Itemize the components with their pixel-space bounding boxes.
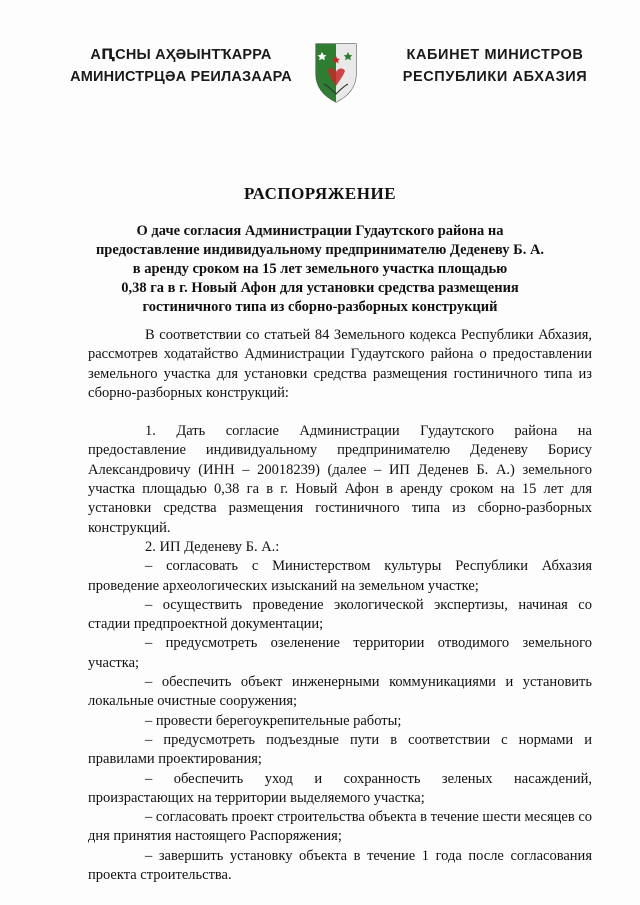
list-item: – обеспечить уход и сохранность зеленых насаждений, произрастающих на территории выделяемого участка;: [88, 770, 592, 806]
list-item: – согласовать с Министерством культуры Республики Абхазия проведение археологических изысканий на земельном участке;: [88, 558, 592, 594]
preamble-paragraph: В соответствии со статьей 84 Земельного кодекса Республики Абхазия, рассмотрев ходатайство Администрации Гудаутского района о предоставлении земельного участка для установки средства размещения гостиничного типа из сборно-разборных конструкций:: [88, 327, 592, 401]
item-2-intro: 2. ИП Деденеву Б. А.:: [145, 538, 280, 555]
header-russian-line2: РЕСПУБЛИКИ АБХАЗИЯ: [402, 69, 588, 85]
list-item: – обеспечить объект инженерными коммуникациями и установить локальные очистные сооружения;: [88, 674, 592, 710]
header-abkhaz-line2: АМИНИСТРЦӘА РЕИЛАЗААРА: [70, 69, 292, 85]
list-item: – согласовать проект строительства объекта в течение шести месяцев со дня принятия настоящего Распоряжения;: [88, 809, 592, 845]
header-abkhaz: [66, 44, 296, 88]
subject-line: О даче согласия Администрации Гудаутского района на: [136, 223, 504, 239]
subject-line: предоставление индивидуальному предпринимателю Деденеву Б. А.: [95, 242, 545, 258]
header-russian: [380, 44, 610, 88]
abkhazia-coat-of-arms-icon: [310, 40, 362, 104]
subject-line: в аренду сроком на 15 лет земельного участка площадью: [132, 261, 508, 277]
document-body: [88, 326, 592, 885]
subject-line: гостиничного типа из сборно-разборных конструкций: [142, 299, 498, 315]
document-subject: [80, 222, 560, 317]
list-item: – предусмотреть озеленение территории отводимого земельного участка;: [88, 635, 592, 671]
header-russian-line1: КАБИНЕТ МИНИСТРОВ: [406, 47, 584, 63]
item-1-paragraph: 1. Дать согласие Администрации Гудаутского района на предоставление индивидуальному предпринимателю Деденеву Борису Александровичу (ИНН – 20018239) (далее – ИП Деденев Б. А.) земельного участка площадью 0,38 га в г. Новый Афон в аренду сроком на 15 лет для установки средства размещения гостиничного типа из сборно-разборных конструкций.: [88, 423, 592, 536]
subject-line: 0,38 га в г. Новый Афон для установки средства размещения: [121, 280, 519, 296]
list-item: – предусмотреть подъездные пути в соответствии с нормами и правилами проектирования;: [88, 731, 592, 768]
list-item: – осуществить проведение экологической экспертизы, начиная со стадии предпроектной документации;: [88, 596, 592, 633]
list-item: – завершить установку объекта в течение 1 года после согласования проекта строительства.: [88, 847, 592, 884]
document-title: РАСПОРЯЖЕНИЕ: [243, 184, 397, 203]
list-item: – провести берегоукрепительные работы;: [145, 712, 402, 729]
header-abkhaz-line1: АԤСНЫ АҲӘЫНТҠАРРА: [90, 47, 272, 63]
